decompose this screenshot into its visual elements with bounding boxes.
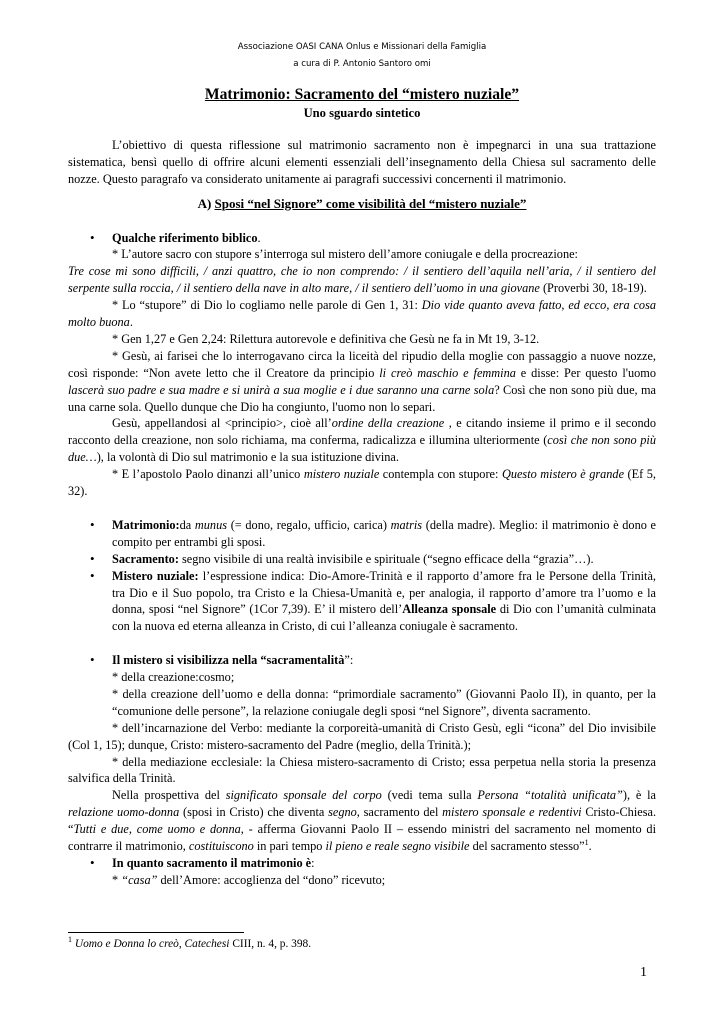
list-item: • Il mistero si visibilizza nella “sacramentalità”:: [68, 652, 656, 669]
sacramentalita-item-1: * della creazione:cosmo;: [112, 670, 235, 685]
intro-paragraph: L’obiettivo di questa riflessione sul matrimonio sacramento non è impegnarci in una sua trattazione sistematica, bensì quello di offrire alcuni elementi essenziali dell’insegnamento della Chiesa sul sacramento delle nozze. Questo paragrafo va considerato unitamente ai paragrafi successivi concernenti il matrimonio.: [68, 138, 656, 186]
page-number: 1: [640, 965, 647, 980]
biblico-paragraph-5: Gesù, appellandosi al <principio>, cioè all’ordine della creazione , e citando insieme il primo e il secondo racconto della creazione, non solo richiama, ma conferma, radicalizza e illumina ulteriormente (così che non sono più due…), la volontà di Dio sul matrimonio e la sua istituzione divina.: [68, 416, 656, 465]
in-quanto-item-1: * “casa” dell’Amore: accoglienza del “dono” ricevuto;: [112, 872, 386, 887]
biblico-paragraph-6: * E l’apostolo Paolo dinanzi all’unico mistero nuziale contempla con stupore: Questo mistero è grande (Ef 5, 32).: [68, 467, 656, 499]
section-a-heading: A) Sposi “nel Signore” come visibilità del “mistero nuziale”: [197, 195, 527, 211]
header-author: a cura di P. Antonio Santoro omi: [293, 59, 431, 69]
list-item: • Qualche riferimento biblico.: [68, 230, 656, 247]
bullet-list-in-quanto: [68, 855, 656, 872]
sacramentalita-paragraph: Nella prospettiva del significato sponsale del corpo (vedi tema sulla Persona “totalità unificata”), è la relazione uomo-donna (sposi in Cristo) che diventa segno, sacramento del mistero sponsale e redentivi Cristo-Chiesa. “Tutti e due, come uomo e donna, - afferma Giovanni Paolo II – essendo ministri del sacramento nel momento di contrarre il matrimonio, costituiscono in pari tempo il pieno e reale segno visibile del sacramento stesso”$^1$.: [68, 788, 657, 854]
sacramentalita-item-3: * dell’incarnazione del Verbo: mediante la corporeità-umanità di Cristo Gesù, egli “icona” del Dio invisibile (Col 1, 15); dunque, Cristo: mistero-sacramento del Padre (meglio, della Trinità.);: [68, 720, 656, 752]
bullet-list-definitions: [68, 517, 656, 635]
sacramentalita-item-4: * della mediazione ecclesiale: la Chiesa mistero-sacramento di Cristo; essa perpetua nella storia la presenza salvifica della Trinità.: [68, 754, 656, 786]
header-association: Associazione OASI CANA Onlus e Missionari della Famiglia: [237, 42, 487, 52]
sacramentalita-item-2: * della creazione dell’uomo e della donna: “primordiale sacramento” (Giovanni Paolo II), in quanto, per la “comunione delle persone”, la relazione coniugale degli sposi “nel Signore”, diventa sacramento.: [112, 686, 656, 718]
list-item: • Sacramento: segno visibile di una realtà invisibile e spirituale (“segno efficace della “grazia”…).: [68, 551, 656, 568]
list-item: • Matrimonio:da munus (= dono, regalo, ufficio, carica) matris (della madre). Meglio: il matrimonio è dono e compito per entrambi gli sposi.: [68, 517, 656, 551]
biblico-paragraph-2: * Lo “stupore” di Dio lo cogliamo nelle parole di Gen 1, 31: Dio vide quanto aveva fatto, ed ecco, era cosa molto buona.: [68, 298, 656, 330]
page-subtitle: Uno sguardo sintetico: [303, 106, 421, 120]
document-body: [68, 137, 656, 889]
biblico-paragraph-1: * L’autore sacro con stupore s’interroga sul mistero dell’amore coniugale e della procreazione:: [112, 247, 578, 262]
proverbi-quote: Tre cose mi sono difficili, / anzi quattro, che io non comprendo: / il sentiero dell’aquila nell’aria, / il sentiero del serpente sulla roccia, / il sentiero della nave in alto mare, / il sentiero dell’uomo in una giovane (Proverbi 30, 18-19).: [68, 264, 656, 296]
footnote-ref[interactable]: 1: [584, 838, 589, 848]
page-title: Matrimonio: Sacramento del “mistero nuziale”: [204, 86, 520, 103]
list-item: • Mistero nuziale: l’espressione indica: Dio-Amore-Trinità e il rapporto d’amore fra le Persone della Trinità, tra Dio e il Suo popolo, tra Cristo e la Chiesa-Umanità e, per analogia, il rapporto d’amore tra l’uomo e la donna, sposi “nel Signore” (1Cor 7,39). E’ il mistero dell’Alleanza sponsale di Dio con l’umanità culminata con la nuova ed eterna alleanza in Cristo, di cui l’alleanza coniugale è sacramento.: [68, 568, 656, 636]
biblico-paragraph-3: * Gen 1,27 e Gen 2,24: Rilettura autorevole e definitiva che Gesù ne fa in Mt 19, 3-12.: [112, 331, 540, 346]
bullet-list-sacramentalita: [68, 652, 656, 669]
footnote-divider: [68, 932, 244, 933]
footnote: $^1$ Uomo e Donna lo creò, Catechesi CIII, n. 4, p. 398.: [68, 935, 312, 950]
biblico-paragraph-4: * Gesù, ai farisei che lo interrogavano circa la liceità del ripudio della moglie con passaggio a nuove nozze, così risponde: “Non avete letto che il Creatore da principio li creò maschio e femmina e disse: Per questo l'uomo lascerà suo padre e sua madre e si unirà a sua moglie e i due saranno una carne sola? Così che non sono più due, ma una carne sola. Quello dunque che Dio ha congiunto, l'uomo non lo separi.: [68, 348, 656, 414]
bullet-list-biblico: [68, 230, 656, 247]
list-item: • In quanto sacramento il matrimonio è:: [68, 855, 656, 872]
